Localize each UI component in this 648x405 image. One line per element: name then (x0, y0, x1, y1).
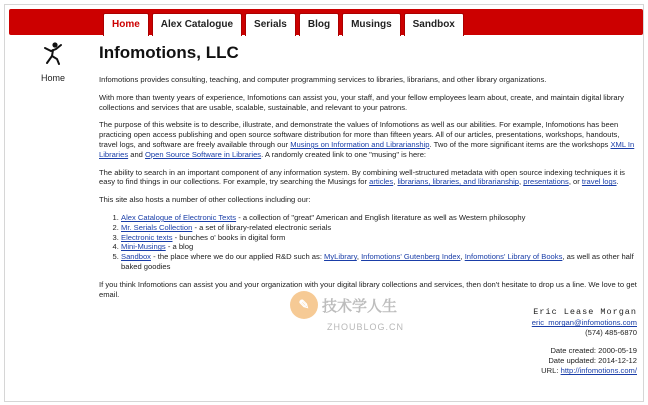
list-item (121, 213, 639, 223)
tab-serials[interactable]: Serials (245, 13, 296, 36)
articles-link[interactable]: articles (369, 177, 394, 187)
top-nav-bar (9, 9, 643, 35)
person-icon[interactable] (41, 41, 65, 65)
page-title: Infomotions, LLC (99, 43, 239, 62)
signature-block (99, 307, 639, 338)
list-item (121, 242, 639, 252)
list-item (121, 233, 639, 243)
email-link[interactable]: eric_morgan@infomotions.com (531, 318, 637, 328)
date-updated (99, 356, 637, 366)
sandbox-text-1: - the place where we do our applied R&D such as: (150, 252, 325, 262)
open-source-software-link[interactable]: Open Source Software in Libraries (145, 149, 262, 159)
search-sep-2: , (519, 177, 524, 187)
mini-musings-link[interactable]: Mini-Musings (121, 242, 166, 252)
collections-intro: This site also hosts a number of other collections including our: (99, 195, 311, 205)
contact-paragraph: If you think Infomotions can assist you and your organization with your digital library collections and services, then don't hesitate to drop us a line. We love to get email. (99, 279, 637, 299)
phone-number: (574) 485-6870 (585, 328, 637, 338)
alex-catalogue-link[interactable]: Alex Catalogue of Electronic Texts (121, 212, 237, 222)
watermark-text: 技术学人生 (322, 297, 398, 315)
sidebar (25, 41, 81, 83)
search-text-1: The ability to search in an important component of any information system. By combining well-structured metadata with open source indexing techniques it is easy to find things in our collections. For example, try searching the Musings for (99, 167, 625, 187)
list-item (121, 223, 639, 233)
watermark-logo-icon: ✎ (290, 291, 318, 319)
date-created-value: 2000-05-19 (598, 346, 637, 356)
url-label: URL: (541, 366, 561, 376)
travel-logs-link[interactable]: travel logs (581, 177, 617, 187)
intro-paragraph: Infomotions provides consulting, teaching, and computer programming services to libraries, librarians, and other library organizations. (99, 75, 547, 84)
url-link[interactable]: http://infomotions.com/ (560, 366, 637, 376)
purpose-text-1: The purpose of this website is to describe, illustrate, and demonstrate the values of Infomotions as well as our abilities. For example, Infomotions has been practicing open access publishing and open source software distribution for more than fifteen years. All of our articles, presentations, workshops, handouts, travel logs, and software are freely available through our (99, 120, 620, 149)
tab-musings[interactable]: Musings (342, 13, 401, 36)
tab-sandbox[interactable]: Sandbox (404, 13, 464, 36)
mr-serials-link[interactable]: Mr. Serials Collection (121, 222, 193, 232)
page-meta (99, 346, 639, 376)
date-updated-label: Date updated: (548, 356, 599, 366)
tab-blog[interactable]: Blog (299, 13, 339, 36)
purpose-text-2: . Two of the more significant items are the workshops (429, 139, 611, 149)
sandbox-link[interactable]: Sandbox (121, 252, 151, 262)
nav-tabs (103, 13, 464, 36)
list-item-text: - a blog (165, 242, 194, 252)
experience-paragraph: With more than twenty years of experience, Infomotions can assist you, your staff, and your fellow employees learn about, create, and maintain digital library collections and services that are usable, scalable, sustainable, and relevant to your patrons. (99, 92, 624, 112)
librarianship-link[interactable]: librarians, libraries, and librarianship (397, 177, 519, 187)
purpose-text-4: . A randomly created link to one "musing" is here: (261, 149, 427, 159)
sandbox-sep-2: , (460, 252, 465, 262)
watermark-site: ZHOUBLOG.CN (327, 322, 405, 332)
sidebar-home-link[interactable]: Home (40, 73, 65, 83)
purpose-text-3: and (128, 149, 146, 159)
date-created-label: Date created: (550, 346, 599, 356)
sandbox-sep-1: , (356, 252, 362, 262)
search-sep-1: , (393, 177, 398, 187)
mylibrary-link[interactable]: MyLibrary (324, 252, 357, 262)
tab-home[interactable]: Home (103, 13, 149, 36)
purpose-paragraph (99, 120, 639, 159)
signature-name: Eric Lease Morgan (533, 307, 637, 318)
page-frame (4, 4, 644, 402)
list-item (121, 252, 639, 272)
list-item-text: - bunches o' books in digital form (172, 232, 286, 242)
main-content (99, 43, 639, 376)
collections-list (99, 213, 639, 272)
list-item-text: - a set of library-related electronic serials (192, 222, 332, 232)
date-updated-value: 2014-12-12 (598, 356, 637, 366)
page-url (99, 366, 637, 376)
list-item-text: - a collection of "great" American and English literature as well as Western philosophy (236, 212, 526, 222)
musings-link[interactable]: Musings on Information and Librarianship (290, 139, 430, 149)
xml-in-libraries-link[interactable]: XML In Libraries (99, 139, 635, 159)
sandbox-text-2: , as well as other half baked goodies (121, 252, 634, 271)
electronic-texts-link[interactable]: Electronic texts (121, 232, 173, 242)
library-of-books-link[interactable]: Infomotions' Library of Books (464, 252, 563, 262)
gutenberg-index-link[interactable]: Infomotions' Gutenberg Index (361, 252, 461, 262)
date-created (99, 346, 637, 356)
tab-alex-catalogue[interactable]: Alex Catalogue (152, 13, 242, 36)
presentations-link[interactable]: presentations (523, 177, 569, 187)
search-text-3: . (616, 177, 619, 187)
search-paragraph (99, 168, 639, 188)
search-text-2: , or (568, 177, 582, 187)
